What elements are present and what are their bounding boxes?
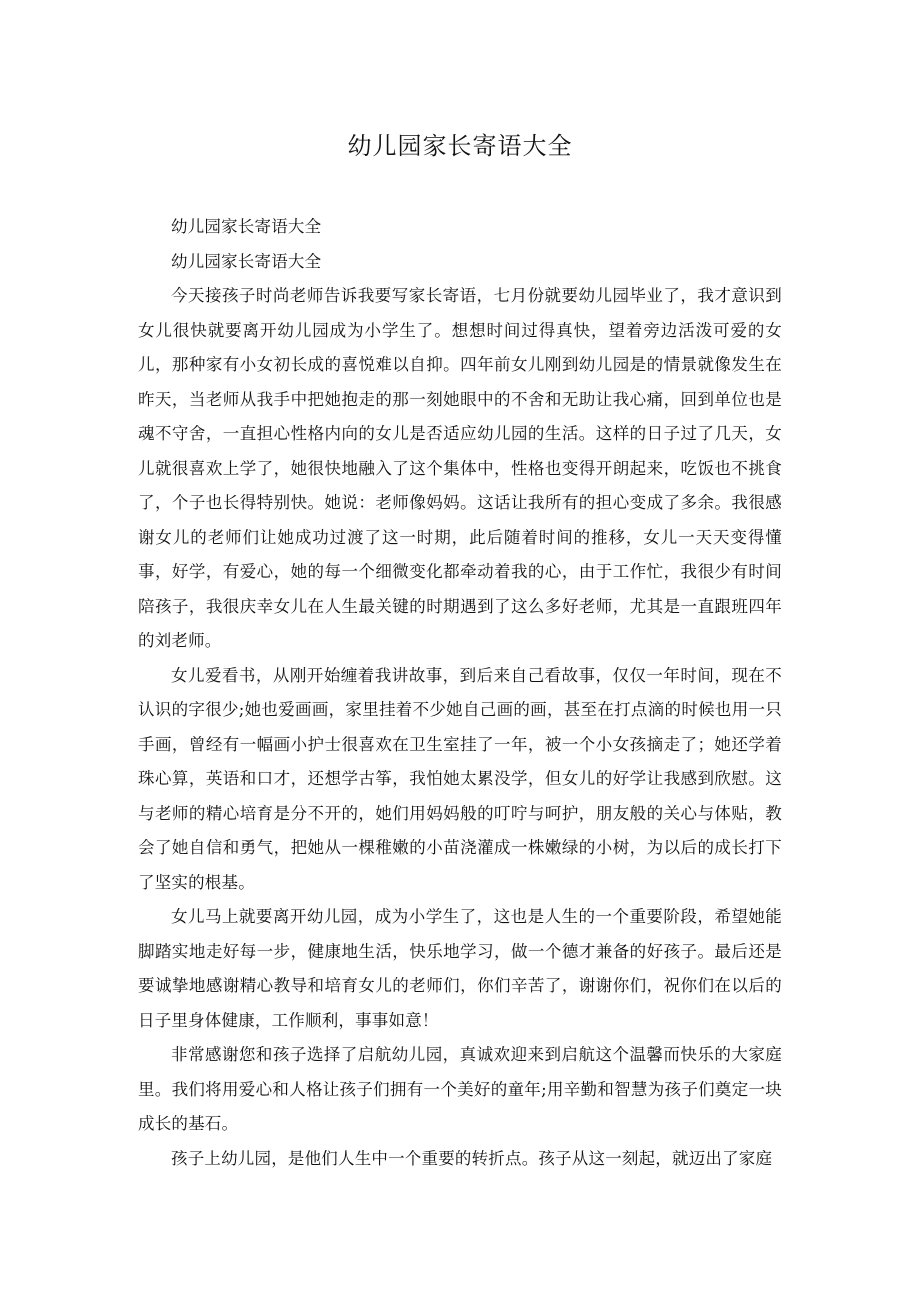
- document-body: [138, 210, 782, 1176]
- paragraph-subtitle-2: 幼儿园家长寄语大全: [171, 251, 322, 271]
- paragraph-intro: 今天接孩子时尚老师告诉我要写家长寄语，七月份就要幼儿园毕业了，我才意识到女儿很快就要离开幼儿园成为小学生了。想想时间过得真快，望着旁边活泼可爱的女儿，那种家有小女初长成的喜悦难以自抑。四年前女儿刚到幼儿园是的情景就像发生在昨天，当老师从我手中把她抱走的那一刻她眼中的不舍和无助让我心痛，回到单位也是魂不守舍，一直担心性格内向的女儿是否适应幼儿园的生活。这样的日子过了几天，女儿就很喜欢上学了，她很快地融入了这个集体中，性格也变得开朗起来，吃饭也不挑食了，个子也长得特别快。她说：老师像妈妈。这话让我所有的担心变成了多余。我很感谢女儿的老师们让她成功过渡了这一时期，此后随着时间的推移，女儿一天天变得懂事，好学，有爱心，她的每一个细微变化都牵动着我的心，由于工作忙，我很少有时间陪孩子，我很庆幸女儿在人生最关键的时期遇到了这么多好老师，尤其是一直跟班四年的刘老师。: [138, 286, 782, 650]
- paragraph-turning-point: 孩子上幼儿园，是他们人生中一个重要的转折点。孩子从这一刻起，就迈出了家庭: [171, 1148, 773, 1168]
- paragraph-subtitle-1: 幼儿园家长寄语大全: [171, 217, 322, 236]
- paragraph-reading: 女儿爱看书，从刚开始缠着我讲故事，到后来自己看故事，仅仅一年时间，现在不认识的字很少;她也爱画画，家里挂着不少她自己画的画，甚至在打点滴的时候也用一只手画，曾经有一幅画小护士很喜欢在卫生室挂了一年，被一个小女孩摘走了；她还学着珠心算，英语和口才，还想学古筝，我怕她太累没学，但女儿的好学让我感到欣慰。这与老师的精心培育是分不开的，她们用妈妈般的叮咛与呵护，朋友般的关心与体贴，教会了她自信和勇气，把她从一棵稚嫩的小苗浇灌成一株嫩绿的小树，为以后的成长打下了坚实的根基。: [138, 665, 782, 892]
- paragraph-welcome: 非常感谢您和孩子选择了启航幼儿园，真诚欢迎来到启航这个温馨而快乐的大家庭里。我们将用爱心和人格让孩子们拥有一个美好的童年;用辛勤和智慧为孩子们奠定一块成长的基石。: [138, 1045, 782, 1133]
- paragraph-graduation: 女儿马上就要离开幼儿园，成为小学生了，这也是人生的一个重要阶段，希望她能脚踏实地走好每一步，健康地生活，快乐地学习，做一个德才兼备的好孩子。最后还是要诚挚地感谢精心教导和培育女儿的老师们，你们辛苦了，谢谢你们，祝你们在以后的日子里身体健康，工作顺利，事事如意！: [138, 907, 782, 1030]
- document-title: 幼儿园家长寄语大全: [347, 132, 573, 160]
